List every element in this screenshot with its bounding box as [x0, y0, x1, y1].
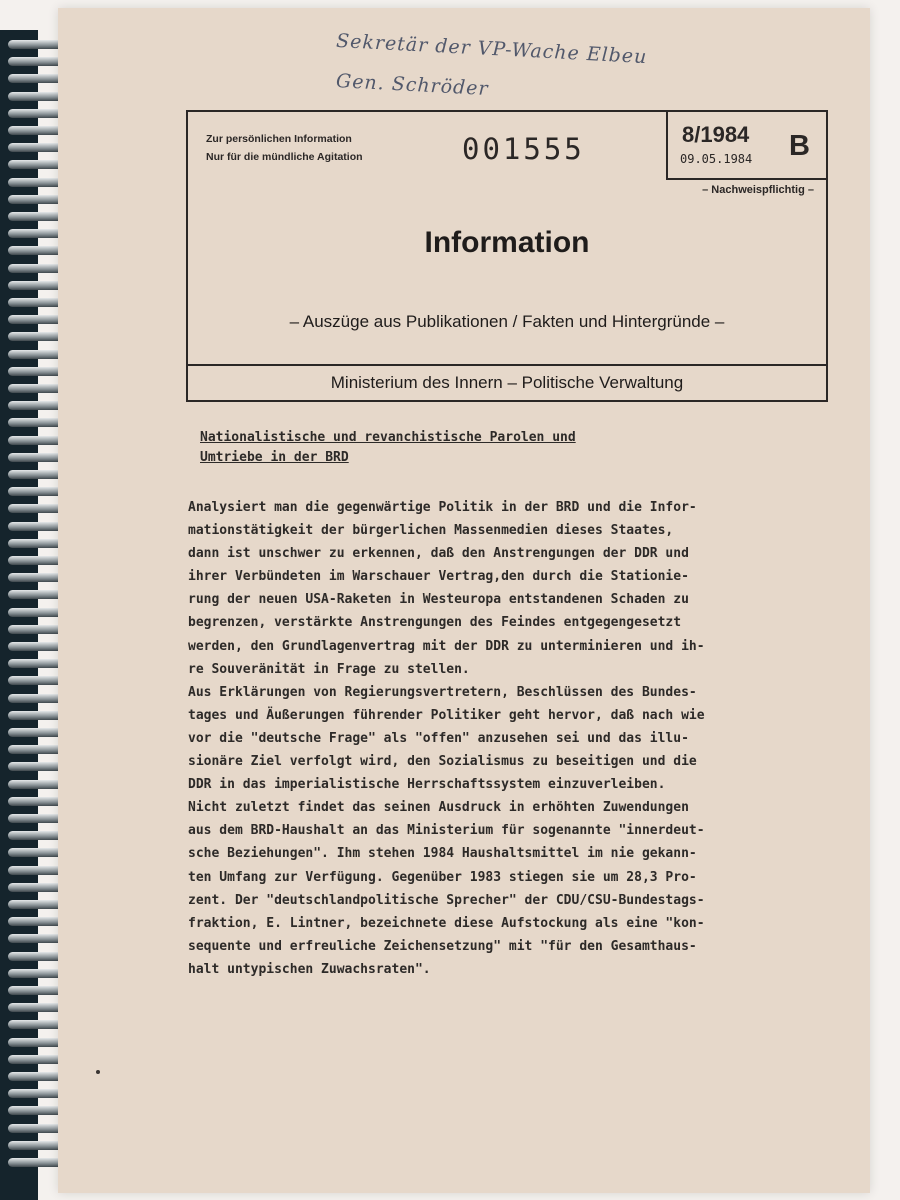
body-line: halt untypischen Zuwachsraten".	[188, 961, 431, 977]
document-number: 001555	[462, 132, 585, 166]
header-box	[186, 110, 828, 402]
article-title-line: Nationalistische und revanchistische Parolen und	[200, 430, 576, 445]
distribution-note-line-1: Zur persönlichen Information	[206, 133, 352, 145]
body-line: ihrer Verbündeten im Warschauer Vertrag,den durch die Stationie-	[188, 569, 689, 585]
body-line: mationstätigkeit der bürgerlichen Massenmedien dieses Staates,	[188, 523, 674, 539]
publisher-name: Ministerium des Innern – Politische Verwaltung	[330, 373, 684, 392]
distribution-note	[206, 130, 363, 166]
body-line: fraktion, E. Lintner, bezeichnete diese Aufstockung als eine "kon-	[188, 915, 705, 931]
body-line: aus dem BRD-Haushalt an das Ministerium für sogenannte "innerdeut-	[188, 823, 705, 839]
body-line: DDR in das imperialistische Herrschaftssystem einzuverleiben.	[188, 777, 666, 793]
body-line: zent. Der "deutschlandpolitische Sprecher" der CDU/CSU-Bundestags-	[188, 892, 705, 908]
publisher-row	[188, 364, 826, 400]
body-line: werden, den Grundlagenvertrag mit der DDR zu unterminieren und ih-	[188, 638, 705, 654]
distribution-note-line-2: Nur für die mündliche Agitation	[206, 151, 363, 163]
body-line: re Souveränität in Frage zu stellen.	[188, 661, 470, 677]
body-line: sche Beziehungen". Ihm stehen 1984 Haushaltsmittel im nie gekann-	[188, 846, 697, 862]
body-line: dann ist unschwer zu erkennen, daß den Anstrengungen der DDR und	[188, 546, 689, 562]
document-title: Information	[424, 226, 590, 259]
body-line: vor die "deutsche Frage" als "offen" anzusehen sei und das illu-	[188, 730, 689, 746]
document-page	[58, 8, 870, 1193]
body-line: begrenzen, verstärkte Anstrengungen des Feindes entgegengesetzt	[188, 615, 682, 631]
verification-note: – Nachweispflichtig –	[702, 184, 814, 196]
issue-letter: B	[789, 130, 810, 162]
body-line: ten Umfang zur Verfügung. Gegenüber 1983 stiegen sie um 28,3 Pro-	[188, 869, 697, 885]
body-line: tages und Äußerungen führender Politiker geht hervor, daß nach wie	[188, 707, 705, 723]
body-line: sequente und erfreuliche Zeichensetzung" mit "für den Gesamthaus-	[188, 938, 697, 954]
body-line: Analysiert man die gegenwärtige Politik in der BRD und die Infor-	[188, 500, 697, 515]
article-title	[200, 428, 576, 468]
article-body	[188, 496, 705, 981]
handwritten-note-line-1: Sekretär der VP-Wache Elbeu	[335, 29, 648, 69]
paper-speck	[96, 1070, 100, 1074]
body-line: rung der neuen USA-Raketen in Westeuropa entstandenen Schaden zu	[188, 592, 689, 608]
handwritten-note-line-2: Gen. Schröder	[335, 70, 490, 100]
issue-number: 8/1984	[682, 122, 750, 147]
document-subtitle: – Auszüge aus Publikationen / Fakten und Hintergründe –	[289, 312, 725, 331]
body-line: sionäre Ziel verfolgt wird, den Sozialismus zu beseitigen und die	[188, 754, 697, 770]
article-title-line: Umtriebe in der BRD	[200, 450, 349, 465]
body-line: Nicht zuletzt findet das seinen Ausdruck in erhöhten Zuwendungen	[188, 800, 689, 816]
issue-box	[666, 110, 826, 180]
issue-date: 09.05.1984	[680, 152, 753, 166]
body-line: Aus Erklärungen von Regierungsvertretern, Beschlüssen des Bundes-	[188, 684, 697, 700]
